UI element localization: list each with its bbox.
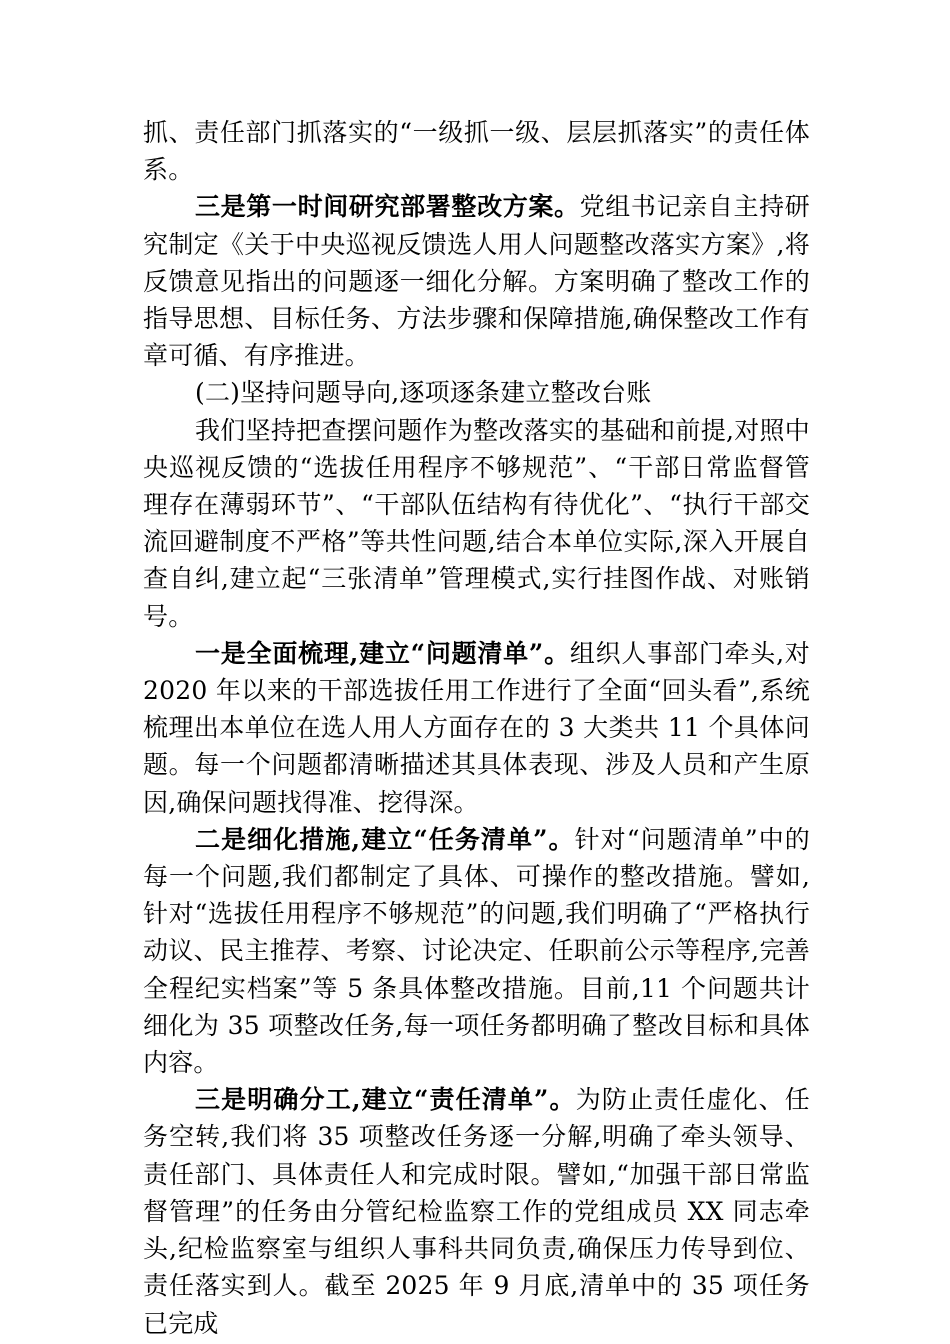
paragraph-4: [143, 412, 810, 635]
paragraph-lead: 二是细化措施,建立“任务清单”。: [195, 824, 575, 854]
paragraph-body: 党组书记亲自主持研究制定《关于中央巡视反馈选人用人问题整改落实方案》,将反馈意见指出的问题逐一细化分解。方案明确了整改工作的指导思想、目标任务、方法步骤和保障措施,确保整改工作有章可循、有序推进。: [143, 192, 810, 371]
paragraph-body: 我们坚持把查摆问题作为整改落实的基础和前提,对照中央巡视反馈的“选拔任用程序不够规范”、“干部日常监督管理存在薄弱环节”、“干部队伍结构有待优化”、“执行干部交流回避制度不严格”等共性问题,结合本单位实际,深入开展自查自纠,建立起“三张清单”管理模式,实行挂图作战、对账销号。: [143, 415, 810, 631]
paragraph-lead: 三是第一时间研究部署整改方案。: [195, 192, 580, 222]
paragraph-body: 抓、责任部门抓落实的“一级抓一级、层层抓落实”的责任体系。: [143, 118, 810, 185]
section-heading: [143, 374, 810, 411]
paragraph-body: 针对“问题清单”中的每一个问题,我们都制定了具体、可操作的整改措施。譬如,针对“选拔任用程序不够规范”的问题,我们明确了“严格执行动议、民主推荐、考察、讨论决定、任职前公示等程序,完善全程纪实档案”等 5 条具体整改措施。目前,11 个问题共计细化为 35 项整改任务,每一项任务都明确了整改目标和具体内容。: [143, 824, 811, 1078]
paragraph-5: [143, 635, 810, 821]
paragraph-6: [143, 821, 810, 1081]
paragraph-2: [143, 188, 810, 374]
paragraph-body: 为防止责任虚化、任务空转,我们将 35 项整改任务逐一分解,明确了牵头领导、责任部门、具体责任人和完成时限。譬如,“加强干部日常监督管理”的任务由分管纪检监察工作的党组成员 XX 同志牵头,纪检监察室与组织人事科共同负责,确保压力传导到位、责任落实到人。截至 2025 年 9 月底,清单中的 35 项任务已完成: [143, 1085, 810, 1338]
paragraph-lead: 一是全面梳理,建立“问题清单”。: [195, 638, 570, 668]
paragraph-body: 组织人事部门牵头,对2020 年以来的干部选拔任用工作进行了全面“回头看”,系统梳理出本单位在选人用人方面存在的 3 大类共 11 个具体问题。每一个问题都清晰描述其具体表现、涉及人员和产生原因,确保问题找得准、挖得深。: [143, 638, 810, 817]
section-heading-text: (二)坚持问题导向,逐项逐条建立整改台账: [195, 378, 652, 408]
paragraph-7: [143, 1081, 810, 1341]
paragraph-lead: 三是明确分工,建立“责任清单”。: [195, 1085, 576, 1115]
paragraph-1: [143, 114, 810, 188]
